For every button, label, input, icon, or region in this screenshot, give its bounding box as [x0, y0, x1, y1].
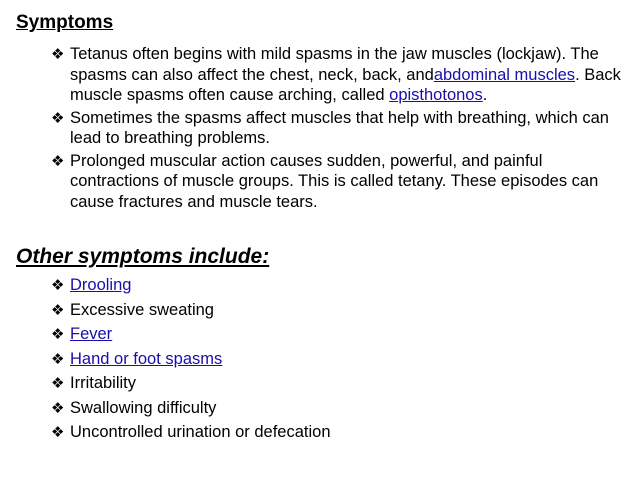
- link-opisthotonos[interactable]: opisthotonos: [389, 86, 483, 104]
- list-item: [51, 396, 611, 421]
- item-text: Sometimes the spasms affect muscles that help with breathing, which can lead to breathing problems.: [70, 108, 609, 147]
- list-item: [51, 371, 611, 396]
- item-text: Swallowing difficulty: [70, 398, 217, 417]
- list-item: [51, 298, 611, 323]
- item-text: Irritability: [70, 374, 137, 392]
- list-item: [51, 44, 621, 106]
- diamond-bullet-icon: ❖: [51, 151, 65, 170]
- diamond-bullet-icon: ❖: [51, 374, 65, 392]
- diamond-bullet-icon: ❖: [51, 325, 65, 343]
- link-abdominal-muscles[interactable]: abdominal muscles: [433, 65, 576, 84]
- link-hand-or-foot-spasms[interactable]: Hand or foot spasms: [70, 349, 223, 368]
- other-symptoms-list: [51, 273, 611, 445]
- item-text: . Back muscle spasms often cause arching, called: [70, 65, 621, 104]
- list-item: [51, 322, 611, 347]
- other-symptoms-heading: Other symptoms include:: [16, 245, 270, 268]
- diamond-bullet-icon: ❖: [51, 276, 65, 294]
- diamond-bullet-icon: ❖: [51, 349, 65, 368]
- item-text: Tetanus often begins with mild spasms in the jaw muscles (lockjaw). The spasms can also affect the chest, neck, back, and: [70, 45, 599, 84]
- diamond-bullet-icon: ❖: [51, 108, 65, 127]
- item-text: .: [482, 86, 488, 104]
- diamond-bullet-icon: ❖: [51, 300, 65, 319]
- symptoms-list: [51, 44, 621, 214]
- link-drooling[interactable]: Drooling: [70, 276, 132, 294]
- diamond-bullet-icon: ❖: [51, 398, 65, 417]
- list-item: [51, 108, 621, 149]
- list-item: [51, 347, 611, 372]
- diamond-bullet-icon: ❖: [51, 45, 65, 63]
- symptoms-heading: Symptoms: [16, 12, 114, 33]
- item-text: Uncontrolled urination or defecation: [70, 423, 331, 441]
- list-item: [51, 151, 621, 213]
- diamond-bullet-icon: ❖: [51, 423, 65, 441]
- list-item: [51, 273, 611, 298]
- item-text: Excessive sweating: [70, 300, 214, 319]
- list-item: [51, 420, 611, 445]
- link-fever[interactable]: Fever: [70, 325, 113, 343]
- item-text: Prolonged muscular action causes sudden, powerful, and painful contractions of muscle groups. This is called tetany. These episodes can cause fractures and muscle tears.: [70, 151, 599, 211]
